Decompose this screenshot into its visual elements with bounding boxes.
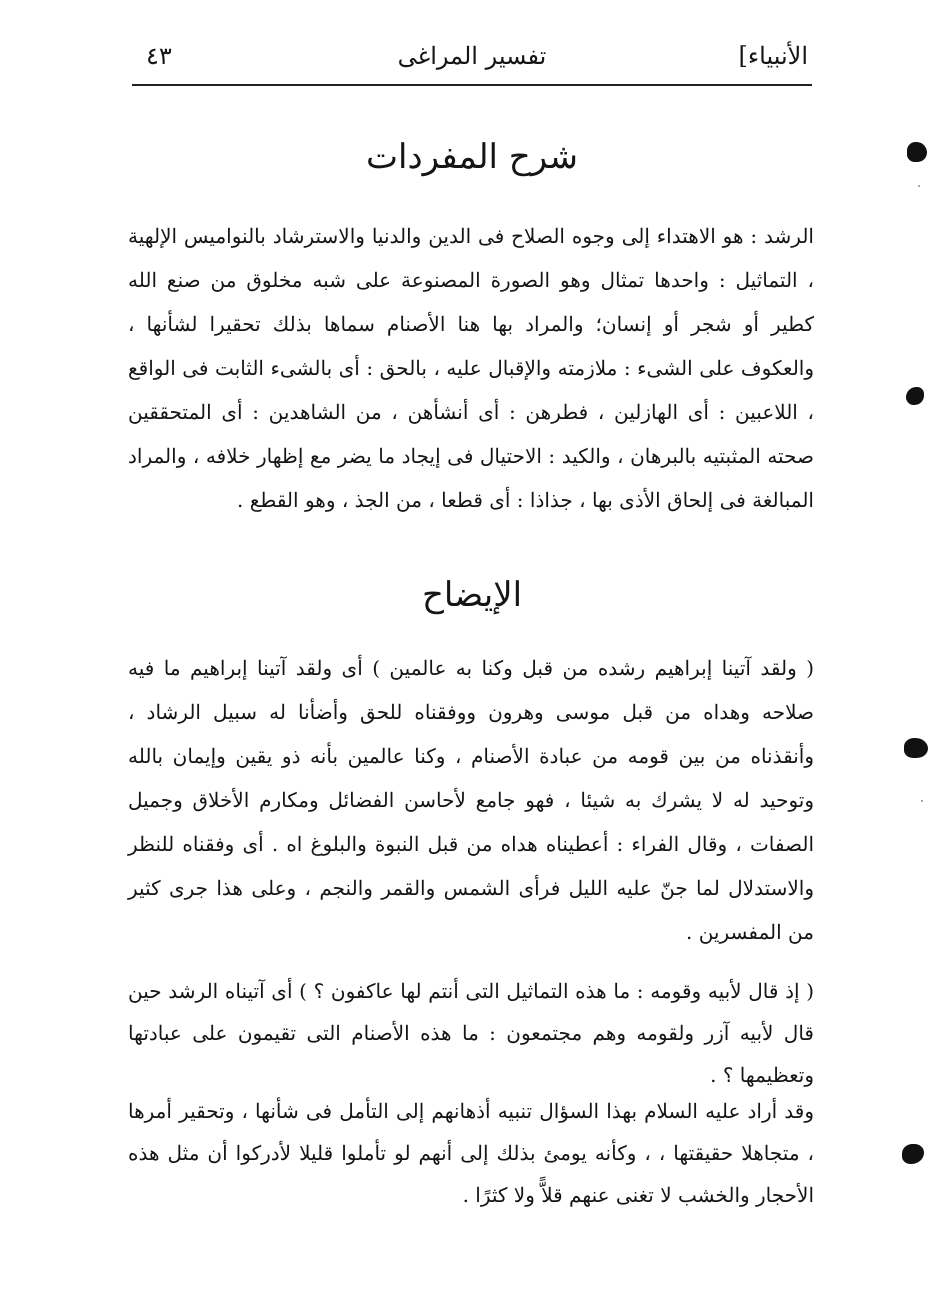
scan-speck <box>918 185 920 187</box>
book-title: تفسير المراغى <box>397 42 547 70</box>
explanation-paragraph-1: ( ولقد آتينا إبراهيم رشده من قبل وكنا به عالمين ) أى ولقد آتينا إبراهيم ما فيه صلاحه وهداه من قبل موسى وهرون ووفقناه للحق وأضأنا له سبيل الرشاد ، وأنقذناه من بين قومه من عبادة الأصنام ، وكنا عالمين بأنه ذو يقين وإيمان بالله وتوحيد له لا يشرك به شيئا ، فهو جامع لأحاسن الفضائل ومكارم الأخلاق وجميل الصفات ، وقال الفراء : أعطيناه هداه من قبل النبوة والبلوغ اه . أى وفقناه للنظر والاستدلال لما جنّ عليه الليل فرأى الشمس والقمر والنجم ، وعلى هذا جرى كثير من المفسرين . <box>128 656 814 944</box>
section-title-vocabulary: شرح المفردات <box>365 137 579 177</box>
section-title-explanation: الإيضاح <box>421 575 523 615</box>
binding-hole-mark <box>902 1144 924 1164</box>
page-number: ٤٣ <box>146 42 172 70</box>
running-header <box>132 38 812 86</box>
binding-hole-mark <box>904 738 928 758</box>
scan-speck <box>921 800 923 802</box>
binding-hole-mark <box>906 387 924 405</box>
header-divider <box>132 84 812 86</box>
vocabulary-paragraph: الرشد : هو الاهتداء إلى وجوه الصلاح فى الدين والدنيا والاسترشاد بالنواميس الإلهية ، التماثيل : واحدها تمثال وهو الصورة المصنوعة على شبه مخلوق من صنع الله كطير أو شجر أو إنسان؛ والمراد بها هنا الأصنام سماها بذلك تحقيرا لشأنها ، والعكوف على الشىء : ملازمته والإقبال عليه ، بالحق : أى بالشىء الثابت فى الواقع ، اللاعبين : أى الهازلين ، فطرهن : أى أنشأهن ، من الشاهدين : أى المتحققين صحته المثبتيه بالبرهان ، والكيد : الاحتيال فى إيجاد ما يضر مع إظهار خلافه ، والمراد المبالغة فى إلحاق الأذى بها ، جذاذا : أى قطعا ، من الجذ ، وهو القطع . <box>128 224 814 512</box>
explanation-paragraph-3: وقد أراد عليه السلام بهذا السؤال تنبيه أذهانهم إلى التأمل فى شأنها ، وتحقير أمرها ، متجاهلا حقيقتها ، ، وكأنه يومئ بذلك إلى أنهم لو تأملوا قليلا لأدركوا أن مثل هذه الأحجار والخشب لا تغنى عنهم قلاًّ ولا كثرًا . <box>128 1099 814 1207</box>
explanation-paragraph-2: ( إذ قال لأبيه وقومه : ما هذه التماثيل التى أنتم لها عاكفون ؟ ) أى آتيناه الرشد حين قال لأبيه آزر ولقومه وهم مجتمعون : ما هذه الأصنام التى تقيمون على عبادتها وتعظيمها ؟ . <box>128 979 814 1087</box>
chapter-name: الأنبياء] <box>738 42 808 70</box>
binding-hole-mark <box>907 142 927 162</box>
